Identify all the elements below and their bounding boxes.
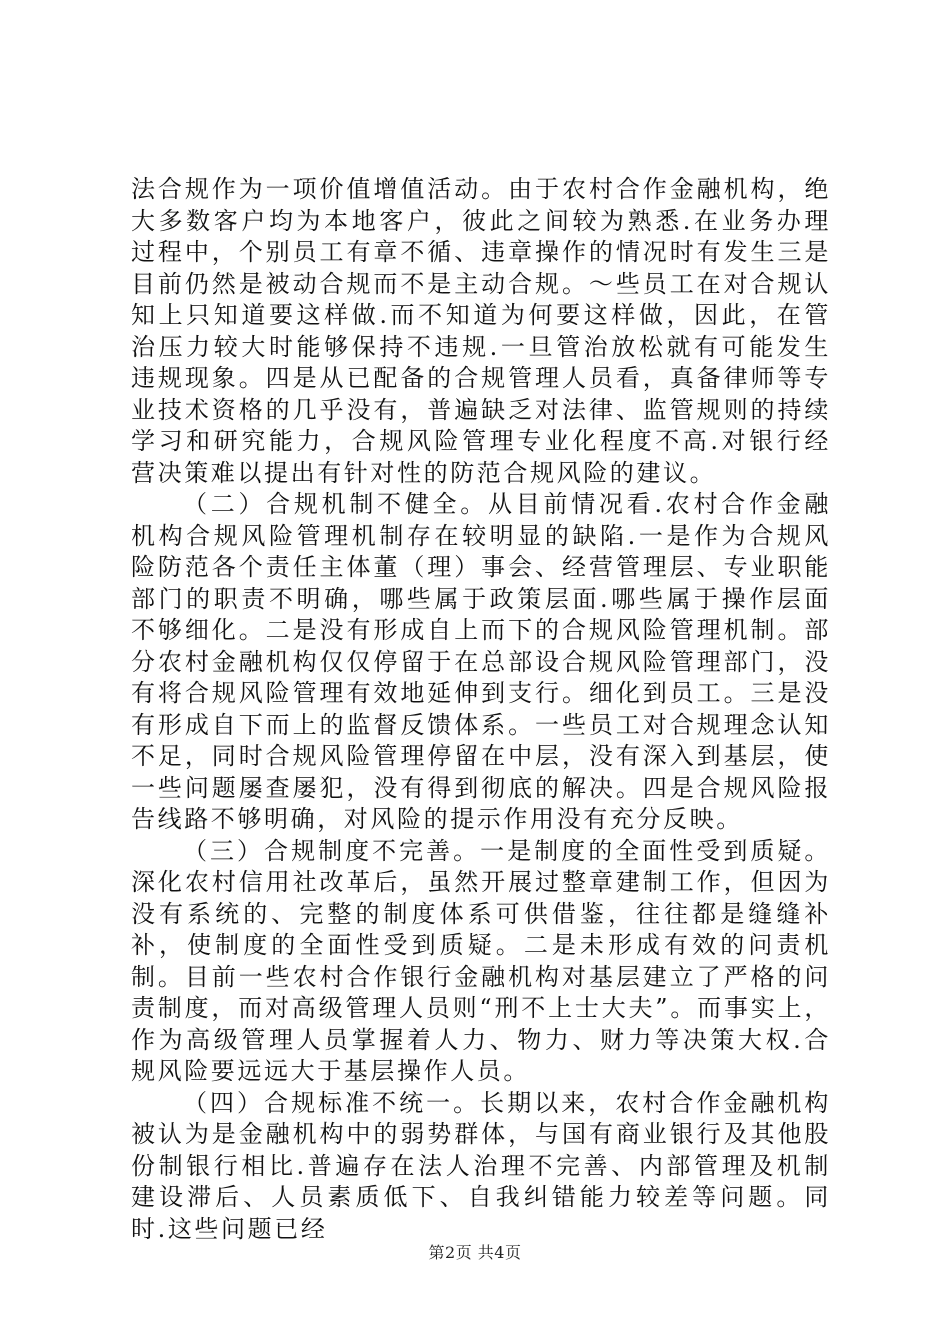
document-body [131, 174, 831, 1245]
page-number-footer: 第2页 共4页 [428, 1243, 522, 1262]
paragraph-3: （三）合规制度不完善。一是制度的全面性受到质疑。深化农村信用社改革后，虽然开展过整章建制工作，但因为没有系统的、完整的制度体系可供借鉴，往往都是缝缝补补，使制度的全面性受到质疑。二是未形成有效的问责机制。目前一些农村合作银行金融机构对基层建立了严格的问责制度，而对高级管理人员则“刑不上士大夫”。而事实上，作为高级管理人员掌握着人力、物力、财力等决策大权.合规风险要远远大于基层操作人员。 [131, 836, 831, 1085]
paragraph-2: （二）合规机制不健全。从目前情况看.农村合作金融机构合规风险管理机制存在较明显的缺陷.一是作为合规风险防范各个责任主体董（理）事会、经营管理层、专业职能部门的职责不明确，哪些属于政策层面.哪些属于操作层面不够细化。二是没有形成自上而下的合规风险管理机制。部分农村金融机构仅仅停留于在总部设合规风险管理部门，没有将合规风险管理有效地延伸到支行。细化到员工。三是没有形成自下而上的监督反馈体系。一些员工对合规理念认知不足，同时合规风险管理停留在中层，没有深入到基层，使一些问题屡查屡犯，没有得到彻底的解决。四是合规风险报告线路不够明确，对风险的提示作用没有充分反映。 [131, 490, 831, 833]
paragraph-1: 法合规作为一项价值增值活动。由于农村合作金融机构，绝大多数客户均为本地客户，彼此之间较为熟悉.在业务办理过程中，个别员工有章不循、违章操作的情况时有发生三是目前仍然是被动合规而不是主动合规。～些员工在对合规认知上只知道要这样做.而不知道为何要这样做，因此，在管治压力较大时能够保持不违规.一旦管治放松就有可能发生违规现象。四是从已配备的合规管理人员看，真备律师等专业技术资格的几乎没有，普遍缺乏对法律、监管规则的持续学习和研究能力，合规风险管理专业化程度不高.对银行经营决策难以提出有针对性的防范合规风险的建议。 [131, 175, 831, 487]
paragraph-4: （四）合规标准不统一。长期以来，农村合作金融机构被认为是金融机构中的弱势群体，与国有商业银行及其他股份制银行相比.普遍存在法人治理不完善、内部管理及机制建设滞后、人员素质低下、自我纠错能力较差等问题。同时.这些问题已经 [131, 1088, 831, 1243]
